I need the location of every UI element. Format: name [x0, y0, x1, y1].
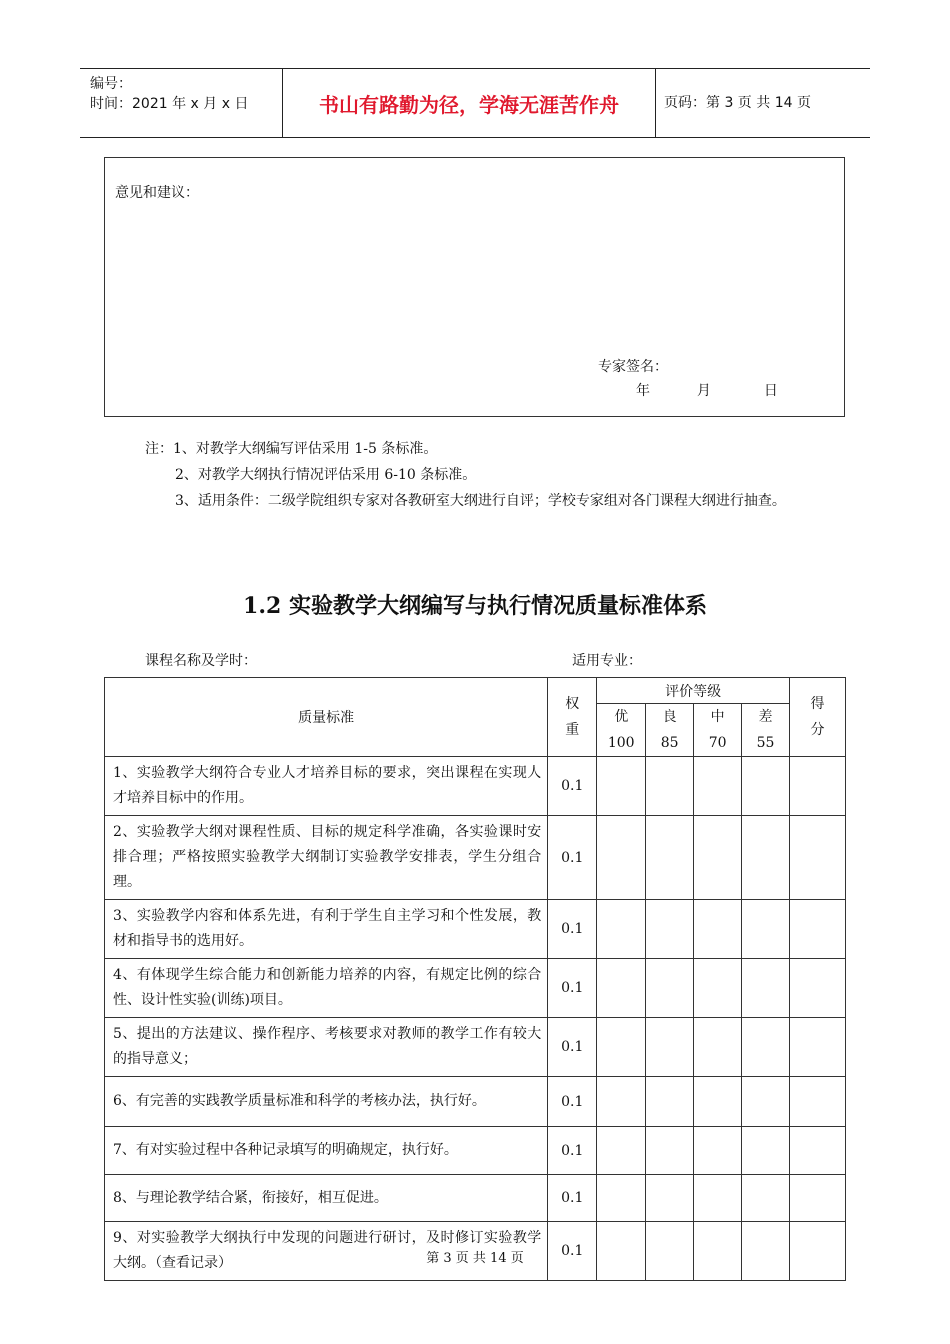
page-footer: 第 3 页 共 14 页 — [426, 1251, 524, 1266]
grade-input-cell[interactable] — [597, 1018, 646, 1077]
standard-text: 2、实验教学大纲对课程性质、目标的规定科学准确，各实验课时安排合理；严格按照实验教学大纲制订实验教学安排表，学生分组合理。 — [105, 816, 548, 900]
grade-name: 中 — [710, 709, 725, 725]
score-input-cell[interactable] — [790, 1175, 846, 1222]
score-input-cell[interactable] — [790, 1077, 846, 1127]
table-row — [105, 1127, 846, 1175]
grade-input-cell[interactable] — [646, 1127, 694, 1175]
grade-input-cell[interactable] — [646, 816, 694, 900]
grade-input-cell[interactable] — [742, 959, 790, 1018]
signature-label: 专家签名： — [598, 359, 668, 375]
grade-input-cell[interactable] — [646, 959, 694, 1018]
standard-text: 4、有体现学生综合能力和创新能力培养的内容，有规定比例的综合性、设计性实验(训练)项目。 — [105, 959, 548, 1018]
weight-cell: 0.1 — [548, 1077, 597, 1127]
score-input-cell[interactable] — [790, 1018, 846, 1077]
date-month: 月 — [696, 383, 711, 399]
weight-cell: 0.1 — [548, 900, 597, 959]
grade-input-cell[interactable] — [597, 816, 646, 900]
header-motto: 书山有路勤为径，学海无涯苦作舟 — [282, 69, 656, 137]
score-input-cell[interactable] — [790, 1127, 846, 1175]
grade-value: 55 — [756, 735, 775, 751]
score-input-cell[interactable] — [790, 816, 846, 900]
weight-cell: 0.1 — [548, 1222, 597, 1281]
note-3: 3、适用条件：二级学院组织专家对各教研室大纲进行自评；学校专家组对各门课程大纲进行抽查。 — [175, 493, 786, 509]
header-weight: 权重 — [548, 678, 597, 757]
grade-header-cell — [597, 704, 646, 757]
grade-input-cell[interactable] — [646, 1018, 694, 1077]
grade-value: 85 — [660, 735, 679, 751]
weight-cell: 0.1 — [548, 1018, 597, 1077]
grade-input-cell[interactable] — [646, 1077, 694, 1127]
grade-input-cell[interactable] — [742, 1127, 790, 1175]
standard-text: 1、实验教学大纲符合专业人才培养目标的要求，突出课程在实现人才培养目标中的作用。 — [105, 757, 548, 816]
weight-cell: 0.1 — [548, 816, 597, 900]
grade-input-cell[interactable] — [597, 959, 646, 1018]
grade-header-cell — [646, 704, 694, 757]
course-name-label: 课程名称及学时： — [145, 653, 257, 669]
table-row — [105, 959, 846, 1018]
header-standard: 质量标准 — [105, 678, 548, 757]
grade-input-cell[interactable] — [694, 816, 742, 900]
grade-name: 优 — [614, 709, 629, 725]
grade-input-cell[interactable] — [694, 1175, 742, 1222]
signature-date — [636, 380, 778, 400]
grade-input-cell[interactable] — [646, 1175, 694, 1222]
grade-input-cell[interactable] — [646, 757, 694, 816]
weight-cell: 0.1 — [548, 959, 597, 1018]
table-row — [105, 1077, 846, 1127]
grade-name: 良 — [662, 709, 677, 725]
grade-input-cell[interactable] — [597, 900, 646, 959]
major-label: 适用专业： — [572, 653, 642, 669]
grade-input-cell[interactable] — [742, 900, 790, 959]
note-2: 2、对教学大纲执行情况评估采用 6-10 条标准。 — [175, 467, 477, 483]
grade-input-cell[interactable] — [742, 816, 790, 900]
code-label: 编号： — [90, 76, 132, 92]
grade-input-cell[interactable] — [597, 1077, 646, 1127]
grade-value: 70 — [708, 735, 727, 751]
grade-input-cell[interactable] — [694, 900, 742, 959]
grade-input-cell[interactable] — [597, 1175, 646, 1222]
opinion-label: 意见和建议： — [115, 185, 199, 201]
section-title: 1.2 实验教学大纲编写与执行情况质量标准体系 — [243, 593, 707, 619]
grade-header-cell — [694, 704, 742, 757]
header-meta — [80, 69, 282, 137]
score-input-cell[interactable] — [790, 959, 846, 1018]
standard-text: 9、对实验教学大纲执行中发现的问题进行研讨，及时修订实验教学大纲。（查看记录） — [105, 1222, 548, 1281]
quality-table — [104, 677, 846, 1281]
standard-text: 7、有对实验过程中各种记录填写的明确规定，执行好。 — [105, 1127, 548, 1175]
date-day: 日 — [763, 383, 778, 399]
score-input-cell[interactable] — [790, 900, 846, 959]
weight-cell: 0.1 — [548, 757, 597, 816]
grade-input-cell[interactable] — [597, 757, 646, 816]
grade-input-cell[interactable] — [694, 959, 742, 1018]
grade-input-cell[interactable] — [694, 1018, 742, 1077]
note-1: 注：1、对教学大纲编写评估采用 1-5 条标准。 — [145, 441, 438, 457]
grade-header-cell — [742, 704, 790, 757]
weight-cell: 0.1 — [548, 1127, 597, 1175]
header-score: 得分 — [790, 678, 846, 757]
grade-input-cell[interactable] — [742, 1077, 790, 1127]
grade-input-cell[interactable] — [597, 1127, 646, 1175]
grade-value: 100 — [607, 735, 635, 751]
grade-name: 差 — [758, 709, 773, 725]
table-row — [105, 816, 846, 900]
table-row — [105, 900, 846, 959]
grade-input-cell[interactable] — [742, 757, 790, 816]
grade-input-cell[interactable] — [742, 1175, 790, 1222]
grade-input-cell[interactable] — [742, 1018, 790, 1077]
table-row — [105, 1018, 846, 1077]
header-grade: 评价等级 — [597, 678, 790, 704]
standard-text: 6、有完善的实践教学质量标准和科学的考核办法，执行好。 — [105, 1077, 548, 1127]
standard-text: 8、与理论教学结合紧，衔接好，相互促进。 — [105, 1175, 548, 1222]
time-label: 时间：2021 年 x 月 x 日 — [90, 96, 249, 112]
notes — [145, 436, 825, 514]
header-page-info: 页码：第 3 页 共 14 页 — [664, 95, 811, 111]
standard-text: 3、实验教学内容和体系先进，有利于学生自主学习和个性发展，教材和指导书的选用好。 — [105, 900, 548, 959]
score-input-cell[interactable] — [790, 757, 846, 816]
standard-text: 5、提出的方法建议、操作程序、考核要求对教师的教学工作有较大的指导意义； — [105, 1018, 548, 1077]
grade-input-cell[interactable] — [694, 757, 742, 816]
grade-input-cell[interactable] — [694, 1127, 742, 1175]
weight-cell: 0.1 — [548, 1175, 597, 1222]
table-row — [105, 757, 846, 816]
opinion-box — [104, 157, 845, 417]
page-header — [80, 68, 870, 138]
grade-input-cell[interactable] — [646, 900, 694, 959]
grade-input-cell[interactable] — [694, 1077, 742, 1127]
table-row — [105, 1175, 846, 1222]
date-year: 年 — [636, 383, 650, 399]
